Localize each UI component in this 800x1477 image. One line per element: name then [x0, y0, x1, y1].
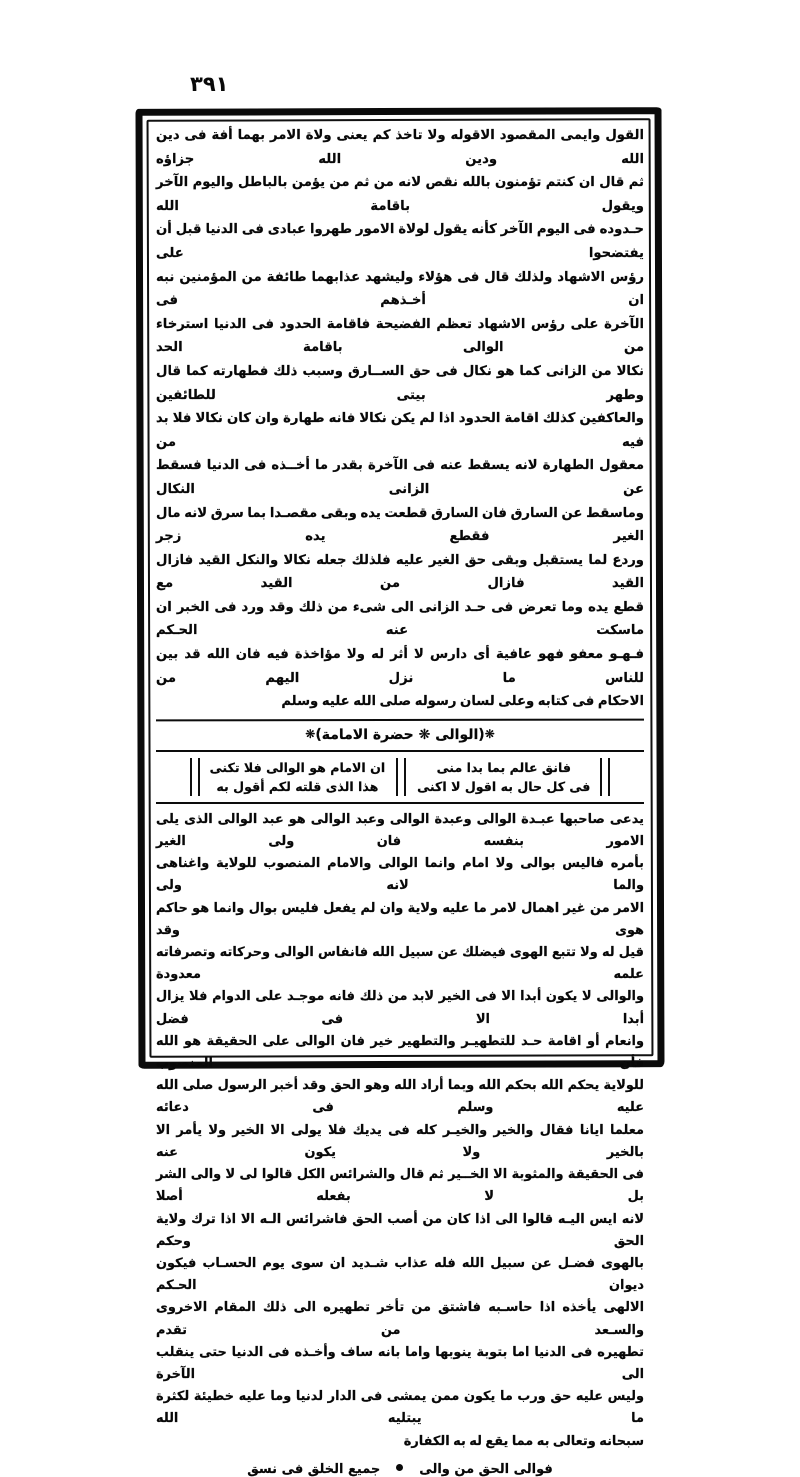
page-content	[146, 116, 654, 1477]
text-line: معقول الطهارة لانه يسقط عنه فى الآخرة بقدر ما أخــذه فى الدنيا فسقط عن الزانى النكال	[156, 458, 644, 497]
text-line: وماسقط عن السارق فان السارق قطعت يده وبقى مقصـدا بما سرق لانه مال الغير فقطع يده زجر	[156, 505, 644, 545]
text-line: معلما ايانا فقال والخير والخيـر كله فى يديك فلا يولى الا الخير ولا يأمر الا بالخير ولا يكون عنه	[156, 1122, 644, 1160]
text-line: وردع لما يستقبل وبقى حق الغير عليه فلذلك جعله نكالا والنكل القيد فازال القيد فازال من القيد مع	[156, 552, 644, 592]
text-line: فى الحقيقة والمثوبة الا الخــير ثم قال والشرائس الكل قالوا لى لا والى الشر بل لا بفعله أصلا	[156, 1167, 644, 1205]
text-line: ثم قال ان كنتم تؤمنون بالله نقص لانه من ثم من يؤمن بالباطل واليوم الآخر ويقول باقامة الله	[156, 175, 644, 214]
verse-line: فى كل حال به اقول لا اكنى	[417, 778, 591, 794]
verse-column-first	[202, 758, 394, 796]
text-line: والوالى لا يكون أبدا الا فى الخير لابد من ذلك فانه موجـد على الدوام فلا يزال أبدا الا فى فضل	[156, 989, 644, 1027]
closing-verse-first-hemistich: فوالى الحق من والى	[419, 1461, 553, 1477]
text-line: الالهى يأخذه اذا حاسـبه فاشتق من تأخر تطهيره الى ذلك المقام الاخروى والسـعد من تقدم	[156, 1300, 644, 1338]
closing-verse	[156, 1453, 644, 1477]
text-line: وليس عليه حق ورب ما يكون ممن يمشى فى الدار لدنيا وما عليه خطيئة لكثرة ما يبتليه الله	[156, 1389, 644, 1427]
text-line: سبحانه وتعالى به مما يقع له به الكفارة	[403, 1433, 644, 1449]
text-line: قيل له ولا تتبع الهوى فيضلك عن سبيل الله فانفاس الوالى وحركاته وتصرفاته علمه معدودة	[156, 945, 644, 983]
asterisk-ornament-icon: ❋	[484, 726, 495, 741]
text-line: رؤس الاشهاد ولذلك قال فى هؤلاء وليشهد عذابهما طائفة من المؤمنين نبه ان أخـذهم فى	[156, 269, 644, 309]
top-text-block	[156, 124, 644, 714]
verse-line: فانق عالم بما بدا منى	[436, 759, 571, 775]
text-line: بأمره فاليس بوالى ولا امام وانما الوالى والامام المنصوب للولاية واغناهى والما لانه ولى	[156, 856, 644, 894]
poetry-box	[156, 750, 644, 804]
verse-line: ان الامام هو الوالى فلا تكنى	[209, 759, 386, 775]
text-line: بالهوى فضـل عن سبيل الله فله عذاب شـديد ان سوى يوم الحسـاب فيكون ديوان الحـكم	[156, 1255, 644, 1294]
text-line: والعاكفين كذلك اقامة الحدود اذا لم يكن نكالا فانه طهارة وان كان نكالا فلا بد فيه من	[156, 411, 644, 450]
bottom-text-block	[156, 809, 644, 1453]
text-line: تطهيره فى الدنيا اما بتوبة ينوبها واما بانه ساف وأخـذه فى الدنيا حتى ينقلب الى الآخرة	[156, 1344, 644, 1382]
verse-separator-dot-icon	[396, 1464, 403, 1471]
asterisk-ornament-icon: ❋	[305, 726, 316, 741]
section-heading	[156, 721, 644, 750]
verse-column-divider	[190, 758, 200, 796]
text-line: نكالا من الزانى كما هو نكال فى حق الســارق وسبب ذلك فطهارته كما قال وطهر بيتى للطائفين	[156, 363, 644, 403]
text-line: حـدوده فى اليوم الآخر كأنه يقول لولاة الامور طهروا عبادى فى الدنيا قبل أن يفتضحوا على	[156, 222, 644, 261]
text-line: لانه ايس اليـه قالوا الى اذا كان من أصب الحق فاشرائس الـه الا اذا ترك ولاية الحق وحكم	[156, 1211, 644, 1249]
verse-line: هذا الذى قلته لكم أقول به	[216, 778, 379, 794]
text-line: يدعى صاحبها عبـدة الوالى وعبدة الوالى وعبد الوالى هو عبد الوالى الذى يلى الامور بنفسه فان ولى الغير	[156, 811, 644, 850]
closing-verse-second-hemistich: جميع الخلق فى نسق	[247, 1461, 381, 1477]
text-line: فـهـو معفو فهو عافية أى دارس لا أثر له ولا مؤاخذة فيه فان الله قد بين للناس ما نزل اليهم من	[156, 647, 644, 686]
page-number: ٣٩١	[190, 72, 229, 96]
section-heading-label: (الوالى ❋ حضرة الامامة)	[315, 726, 485, 743]
text-line: وانعام أو اقامة حـد للتطهيـر والتطهير خير فان الوالى على الحقيقة هو الله فأن المنصوب	[156, 1033, 644, 1072]
text-line: للولاية يحكم الله بحكم الله وبما أراد الله وهو الحق وقد أخبر الرسول صلى الله عليه وسلم فى دعائه	[156, 1078, 644, 1116]
verse-column-divider	[396, 758, 406, 796]
text-line: الاحكام فى كتابه وعلى لسان رسوله صلى الله عليه وسلم	[281, 694, 644, 710]
text-line: الامر من غير اهمال لامر ما عليه ولاية وان لم يفعل فليس بوال وانما هو حاكم هوى وقد	[156, 900, 644, 938]
verse-column-second	[409, 758, 598, 796]
text-line: قطع يده وما تعرض فى حـد الزانى الى شىء من ذلك وقد ورد فى الخبر ان ماسكت عنه الحـكم	[156, 599, 644, 639]
text-line: القول وايمى المقصود الاقوله ولا تاخذ كم يعنى ولاة الامر بهما أفة فى دين الله ودين الله جزاؤه	[156, 128, 644, 167]
text-line: الآخرة على رؤس الاشهاد تعظم الفضيحة فاقامة الحدود فى الدنيا استرخاء من الوالى باقامة الحد	[156, 316, 644, 356]
verse-column-divider	[600, 758, 610, 796]
